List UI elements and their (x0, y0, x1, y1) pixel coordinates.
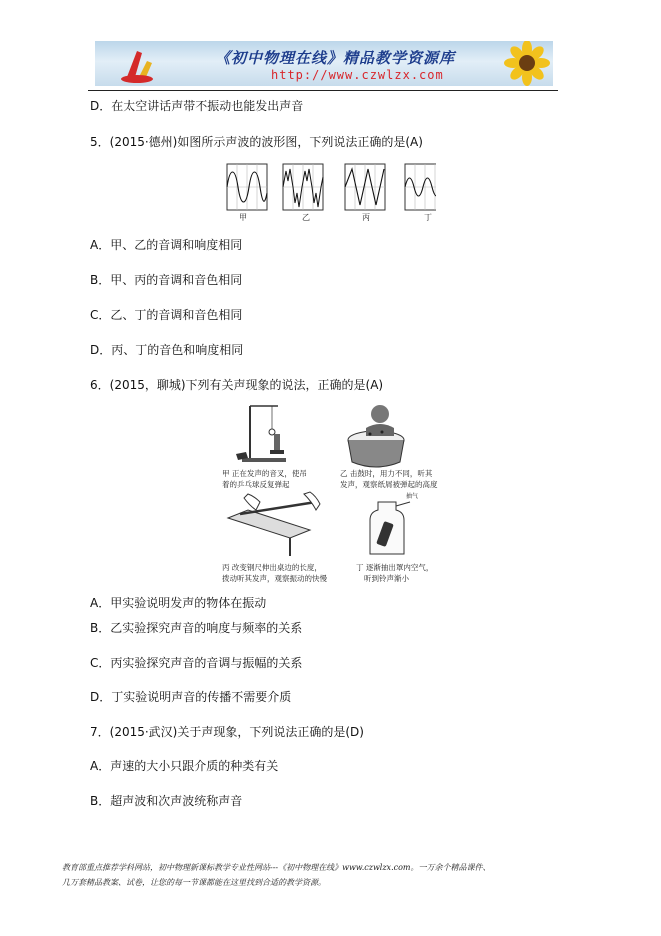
fig-caption-yi-2: 发声，观察纸屑被弹起的高度 (340, 480, 438, 489)
q6-option-c: C．丙实验探究声音的音调与振幅的关系 (90, 656, 303, 670)
wave-box-yi (283, 164, 323, 210)
q6-stem: 6．(2015，聊城)下列有关声现象的说法，正确的是(A) (90, 378, 384, 392)
q7-option-b: B．超声波和次声波统称声音 (90, 794, 243, 808)
pump-label: 抽气 (406, 493, 419, 500)
q5-option-d: D．丙、丁的音色和响度相同 (90, 343, 244, 357)
fig-caption-ding-1: 丁 逐渐抽出罩内空气， (356, 563, 434, 572)
fig-caption-bing-1: 丙 改变钢尺伸出桌边的长度， (222, 563, 322, 572)
fig-caption-ding-2: 听到铃声渐小 (364, 574, 409, 583)
q7-stem: 7．(2015·武汉)关于声现象，下列说法正确的是(D) (90, 725, 364, 739)
q6-option-b: B．乙实验探究声音的响度与频率的关系 (90, 621, 303, 635)
experiment-figure (220, 398, 450, 588)
banner-title: 《初中物理在线》精品教学资源库 (215, 49, 456, 67)
q5-stem: 5．(2015·德州)如图所示声波的波形图，下列说法正确的是(A) (90, 135, 423, 149)
wave-label-yi: 乙 (302, 213, 310, 222)
drum-illustration (348, 405, 404, 467)
header-rule (88, 90, 558, 91)
q5-option-b: B．甲、丙的音调和音色相同 (90, 273, 243, 287)
logo-icon (109, 41, 169, 86)
fig-caption-jia-2: 着的乒乓球反复弹起 (222, 480, 290, 489)
wave-box-jia (227, 164, 267, 210)
banner-url: http://www.czwlzx.com (271, 68, 444, 82)
tuning-fork-illustration (236, 406, 286, 462)
fig-caption-yi-1: 乙 击鼓时，用力不同，听其 (340, 469, 433, 478)
wave-box-ding (405, 164, 436, 210)
wave-label-ding: 丁 (424, 213, 432, 222)
wave-label-jia: 甲 (239, 213, 247, 222)
wave-box-bing (345, 164, 385, 210)
fig-caption-jia-1: 甲 正在发声的音叉，使吊 (222, 469, 307, 478)
q6-option-a: A．甲实验说明发声的物体在振动 (90, 596, 267, 610)
ruler-illustration (228, 492, 320, 556)
q6-option-d: D．丁实验说明声音的传播不需要介质 (90, 690, 292, 704)
wave-label-bing: 丙 (362, 213, 370, 222)
q7-option-a: A．声速的大小只跟介质的种类有关 (90, 759, 279, 773)
bell-jar-illustration (370, 492, 418, 554)
q5-option-a: A．甲、乙的音调和响度相同 (90, 238, 243, 252)
fig-caption-bing-2: 拨动听其发声，观察振动的快慢 (222, 574, 327, 583)
footer-line-2: 几万套精品教案、试卷，让您的每一节课都能在这里找到合适的教学资源。 (62, 878, 326, 887)
q5-option-c: C．乙、丁的音调和音色相同 (90, 308, 243, 322)
footer-line-1: 教育部重点推荐学科网站，初中物理新课标教学专业性网站---《初中物理在线》www.czwlzx.com。一万余个精品课件、 (62, 863, 491, 872)
sunflower-icon (495, 41, 553, 86)
header-banner (95, 41, 553, 86)
q4-option-d: D．在太空讲话声带不振动也能发出声音 (90, 99, 304, 113)
waveform-figure (226, 163, 436, 225)
